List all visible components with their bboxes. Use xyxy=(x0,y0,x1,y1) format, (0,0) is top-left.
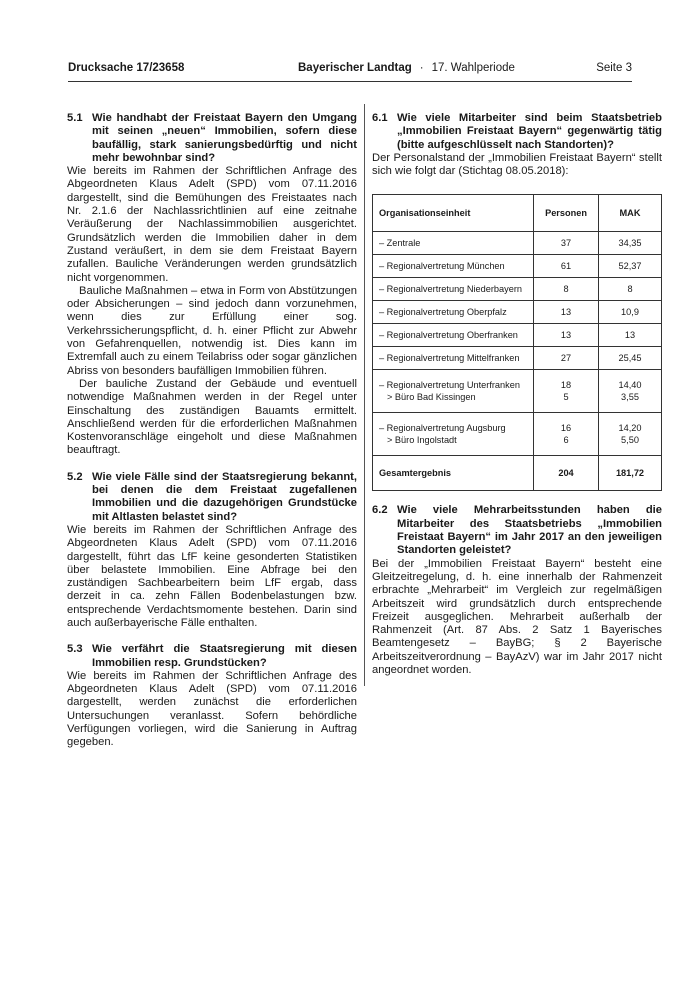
question-text: Wie verfährt die Staatsregierung mit diesen Immobilien resp. Grundstücken? xyxy=(92,643,357,669)
header-separator: · xyxy=(419,62,424,74)
header-center xyxy=(298,62,515,74)
cell-org xyxy=(373,370,534,413)
cell-mak: 34,35 xyxy=(599,232,662,255)
answer-6-1: Der Personalstand der „Immobilien Freistaat Bayern“ stellt sich wie folgt dar (Stichtag 08.05.2018): xyxy=(372,151,662,178)
question-5-2 xyxy=(67,471,357,524)
question-6-1 xyxy=(372,112,662,152)
cell-persons: 27 xyxy=(534,347,599,370)
cell-mak: 25,45 xyxy=(599,347,662,370)
staff-table xyxy=(372,194,662,491)
question-text: Wie handhabt der Freistaat Bayern den Umgang mit seinen „neuen“ Immobilien, sofern diese baufällig, stark sanierungsbedürftig und nicht mehr bewohnbar sind? xyxy=(92,112,357,164)
left-column xyxy=(67,112,357,750)
cell-org: – Regionalvertretung Mittelfranken xyxy=(373,347,534,370)
table-row xyxy=(373,324,662,347)
org-sub: > Büro Bad Kissingen xyxy=(387,392,476,403)
cell-org: – Regionalvertretung Oberfranken xyxy=(373,324,534,347)
answer-6-2: Bei der „Immobilien Freistaat Bayern“ besteht eine Gleitzeitregelung, d. h. eine innerhalb der Rahmenzeit erbrachte „Mehrarbeit“ im Vergleich zur regelmäßigen Arbeitszeit wird grundsätzlich durch entsprechende Freizeit ausgeglichen. Mehrarbeit außerhalb der Rahmenzeit (Art. 87 Abs. 2 Satz 1 Bayerisches Beamtengesetz – BayBG; § 2 Bayerische Arbeitszeitverordnung – BayAzV) war im Jahr 2017 nicht angeordnet worden. xyxy=(372,557,662,677)
parliament-name: Bayerischer Landtag xyxy=(298,62,412,74)
cell-persons: 37 xyxy=(534,232,599,255)
cell-mak xyxy=(599,370,662,413)
col-header-persons: Personen xyxy=(534,195,599,232)
answer-5-1-p3: Der bauliche Zustand der Gebäude und eventuell notwendige Maßnahmen werden in der Regel unter Einschaltung des zuständigen Bauamts ermittelt. Anschließend werden für die erforderlichen Maßnahmen Kostenvoranschläge eingeholt und diese Maßnahmen beauftragt. xyxy=(67,377,357,457)
cell-org: – Zentrale xyxy=(373,232,534,255)
election-period: 17. Wahlperiode xyxy=(431,62,515,74)
mak-main: 14,20 xyxy=(618,423,642,434)
cell-persons: 204 xyxy=(534,456,599,491)
org-sub: > Büro Ingolstadt xyxy=(387,435,457,446)
answer-5-2: Wie bereits im Rahmen der Schriftlichen Anfrage des Abgeordneten Klaus Adelt (SPD) vom 07.11.2016 dargestellt, führt das LfF keine gesonderten Statistiken über belastete Immobilien. Eine Abfrage bei den zuständigen Sachbearbeitern beim LfF ergab, dass derzeit in ca. zehn Fällen Bodenbelastungen bzw. entsprechende Verdachtsmomente bestehen. Darin sind auch außerbayerische Fälle enthalten. xyxy=(67,523,357,629)
cell-mak: 181,72 xyxy=(599,456,662,491)
question-number: 6.2 xyxy=(372,504,388,517)
question-number: 6.1 xyxy=(372,112,388,124)
cell-persons xyxy=(534,413,599,456)
cell-mak: 8 xyxy=(599,278,662,301)
table-header-row xyxy=(373,195,662,232)
question-text: Wie viele Mitarbeiter sind beim Staatsbetrieb „Immobilien Freistaat Bayern“ gegenwärtig tätig (bitte aufgeschlüsselt nach Standorten)? xyxy=(397,112,662,151)
persons-main: 16 xyxy=(560,423,572,434)
table-total-row xyxy=(373,456,662,491)
table-row xyxy=(373,413,662,456)
cell-mak: 10,9 xyxy=(599,301,662,324)
persons-main: 18 xyxy=(560,380,572,391)
cell-persons: 61 xyxy=(534,255,599,278)
cell-persons: 13 xyxy=(534,301,599,324)
cell-org: – Regionalvertretung München xyxy=(373,255,534,278)
cell-mak: 13 xyxy=(599,324,662,347)
table-row xyxy=(373,255,662,278)
doc-number: Drucksache 17/23658 xyxy=(68,62,185,74)
col-header-mak: MAK xyxy=(599,195,662,232)
mak-main: 14,40 xyxy=(618,380,642,391)
org-main: – Regionalvertretung Unterfranken xyxy=(379,380,520,391)
answer-5-1-p2: Bauliche Maßnahmen – etwa in Form von Abstützungen oder Absicherungen – sind jedoch dann vorzunehmen, wenn dies zur Erfüllung einer sog. Verkehrssicherungspflicht, d. h. einer Pflicht zur Abwehr von Gefahrenquellen, notwendig ist. Dies kann im Extremfall auch zu einem Teilabriss oder sogar gänzlichen Abriss von besonders baufälligen Immobilien führen. xyxy=(67,284,357,377)
col-header-org: Organisationseinheit xyxy=(373,195,534,232)
question-5-3 xyxy=(67,643,357,670)
table-row xyxy=(373,301,662,324)
cell-org: Gesamtergebnis xyxy=(373,456,534,491)
column-divider xyxy=(364,104,365,686)
cell-org: – Regionalvertretung Niederbayern xyxy=(373,278,534,301)
cell-org: – Regionalvertretung Oberpfalz xyxy=(373,301,534,324)
page-number: Seite 3 xyxy=(596,62,632,74)
mak-sub: 5,50 xyxy=(621,435,639,446)
question-number: 5.1 xyxy=(67,112,83,124)
answer-5-3: Wie bereits im Rahmen der Schriftlichen Anfrage des Abgeordneten Klaus Adelt (SPD) vom 07.11.2016 dargestellt, werden zunächst die erforderlichen Untersuchungen veranlasst. Sofern behördliche Verfügungen vorliegen, wird die Sanierung in Auftrag gegeben. xyxy=(67,669,357,749)
mak-sub: 3,55 xyxy=(621,392,639,403)
question-number: 5.2 xyxy=(67,470,83,483)
cell-persons: 8 xyxy=(534,278,599,301)
table-row xyxy=(373,347,662,370)
question-text: Wie viele Fälle sind der Staatsregierung bekannt, bei denen die dem Freistaat zugefallenen Immobilien und die dazugehörigen Grundstücke mit Altlasten belastet sind? xyxy=(92,470,357,523)
question-number: 5.3 xyxy=(67,643,83,656)
cell-persons xyxy=(534,370,599,413)
answer-5-1-p1: Wie bereits im Rahmen der Schriftlichen Anfrage des Abgeordneten Klaus Adelt (SPD) vom 07.11.2016 dargestellt, sind die Bemühungen des Freistaates nach Nr. 2.1.6 der Nachlassrichtlinien auf eine zeitnahe Veräußerung der Nachlassimmobilien ausgerichtet. Grundsätzlich werden die Immobilien daher in dem Zustand veräußert, in dem sie dem Freistaat Bayern zufallen. Bauliche Veränderungen werden grundsätzlich nicht vorgenommen. xyxy=(67,165,357,284)
org-main: – Regionalvertretung Augsburg xyxy=(379,423,506,434)
cell-mak xyxy=(599,413,662,456)
question-text: Wie viele Mehrarbeitsstunden haben die Mitarbeiter des Staatsbetriebs „Immobilien Freistaat Bayern“ im Jahr 2017 an den jeweiligen Standorten geleistet? xyxy=(397,504,662,557)
question-6-2 xyxy=(372,504,662,557)
cell-persons: 13 xyxy=(534,324,599,347)
persons-sub: 6 xyxy=(563,435,569,446)
persons-sub: 5 xyxy=(563,392,569,403)
header-rule xyxy=(68,81,632,82)
cell-org xyxy=(373,413,534,456)
table-row xyxy=(373,232,662,255)
cell-mak: 52,37 xyxy=(599,255,662,278)
question-5-1 xyxy=(67,112,357,165)
table-row xyxy=(373,278,662,301)
right-column xyxy=(372,112,662,677)
table-row xyxy=(373,370,662,413)
page-header xyxy=(68,62,632,80)
